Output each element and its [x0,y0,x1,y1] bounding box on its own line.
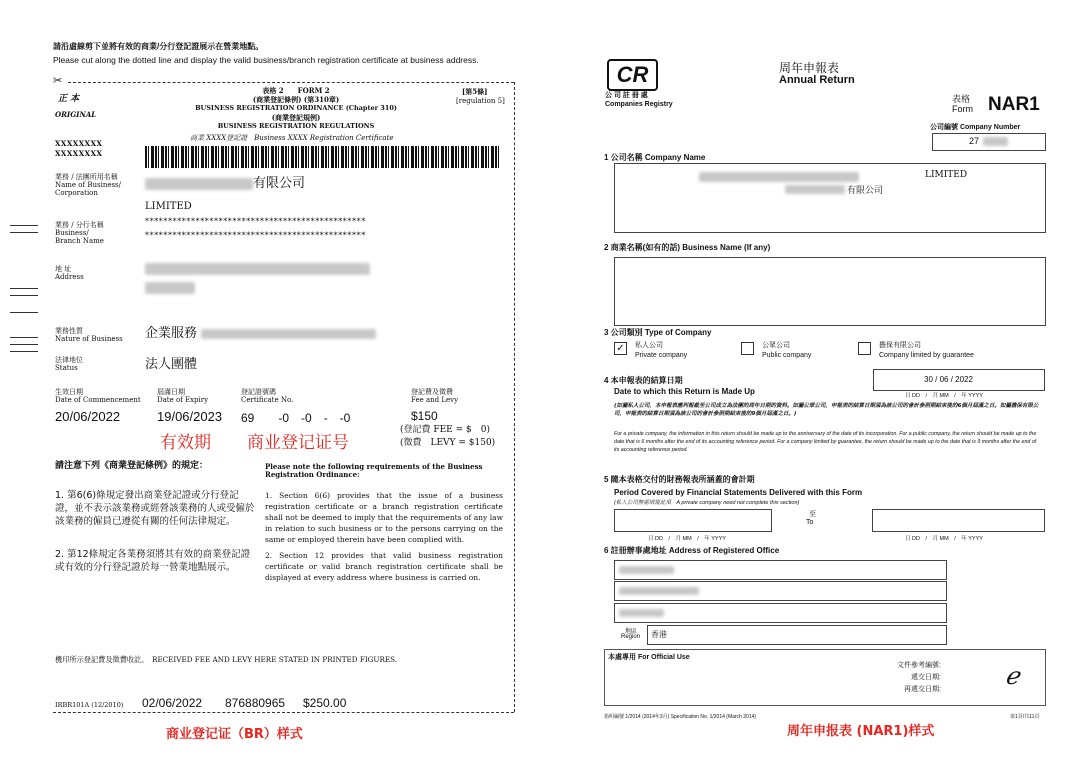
expiry-label-zh: 屆滿日期 [157,388,185,396]
opt-public-en: Public company [762,352,812,359]
checkbox-public[interactable] [741,342,754,355]
region-label-en: Region [621,634,641,640]
nar-caption: 周年申报表 (NAR1)样式 [787,724,935,739]
section-4-note-en: For a private company, the information in this return should be made up to the anniversary of the date of its incorporation. For a public company, the return should be made up to the date that is 6 months after the end of its accounting reference period. For a company limited by guarantee, the return should be made up to the date that is 9 months after the end of its accounting reference period. [614,431,1037,453]
section-5-note: (私人公司無需填報此項 A private company need not complete this section) [614,500,800,506]
br-instruction-en: Please cut along the dotted line and display the valid business/branch registration certificate at business address. [53,55,479,65]
region-label-zh: 地區 [625,629,638,635]
branch-label [55,221,115,245]
file-reference-label: 文件參考編號: [897,662,941,669]
section-5-label-en: Period Covered by Financial Statements Delivered with this Form [614,488,863,497]
checkbox-private[interactable]: ✓ [614,342,627,355]
certno-label [241,388,293,404]
commence-label-zh: 生效日期 [55,388,83,396]
return-date-field[interactable] [873,369,1045,391]
period-from-hint: 日 DD / 月 MM / 年 YYYY [648,536,726,542]
form-label-zh: 表格 [952,94,971,104]
commence-label-en: Date of Commencement [55,396,141,405]
address-line-1[interactable] [614,560,947,580]
registry-en: Companies Registry [605,101,673,108]
nature-label-zh: 業務性質 [55,327,83,335]
code-line-2: XXXXXXXX [55,149,103,158]
nar-footer-right: 第1頁/共11頁 [1010,714,1040,720]
redacted-name [145,178,253,190]
commence-label [55,388,141,404]
redacted-address-2 [145,282,195,294]
expiry-label-en: Date of Expiry [157,396,209,405]
br-instruction-zh: 請沿虛線剪下並將有效的商業/分行登記證展示在營業地點。 [53,42,264,51]
company-name-en-tail: LIMITED [925,170,968,180]
margin-mark [10,225,38,226]
return-date-value: 30 / 06 / 2022 [924,375,973,384]
region-field[interactable] [647,625,947,645]
branch-label-zh: 業務 / 分行名稱 [55,221,104,229]
fee-detail-2: (徵費 LEVY = $150) [400,438,496,448]
form-number: 表格 2 FORM 2 [262,86,330,95]
nar-title-en: Annual Return [779,74,855,86]
to-label-zh: 至 [809,511,816,518]
period-to-hint: 日 DD / 月 MM / 年 YYYY [905,536,983,542]
footer-form-code: IRBR101A (12/2010) [55,701,124,709]
status-value: 法人團體 [145,357,198,372]
fee-label-zh: 登記費及徵費 [411,388,453,396]
branch-label-en: Business/ Branch Name [55,229,104,246]
region-value: 香港 [651,630,667,639]
e-filing-icon: ℯ [1005,662,1020,690]
nar-title-zh: 周年申報表 [779,61,840,75]
regulations-en: BUSINESS REGISTRATION REGULATIONS [217,122,375,130]
fee-value: $150 [411,409,438,423]
address-label-zh: 地 址 [55,265,72,273]
opt-private-zh: 私人公司 [635,342,663,349]
regulation-ref-en: [regulation 5] [456,97,505,105]
nature-label-en: Nature of Business [55,335,123,344]
barcode [145,146,500,168]
registry-zh: 公 司 註 冊 處 [605,92,648,99]
official-use-box [604,649,1046,706]
period-to-field[interactable] [872,509,1045,532]
name-label [55,173,125,197]
section-6-label: 6 註冊辦事處地址 Address of Registered Office [604,546,780,555]
original-zh: 正 本 [58,94,80,104]
redacted-company-number [983,137,1008,146]
fee-label [411,388,458,404]
opt-private-en: Private company [635,352,688,359]
section-2-label: 2 商業名稱(如有的話) Business Name (If any) [604,243,771,252]
code-line-1: XXXXXXXX [55,139,103,148]
footer-number: 876880965 [225,696,286,710]
note-1-zh: 1. 第6(6)條規定發出商業登記證或分行登記證，並不表示該業務或經營該業務的人或受僱於該業務的僱員已遵從有關的任何法律規定。 [55,490,255,527]
form-code: NAR1 [988,94,1040,115]
note-2-en: 2. Section 12 provides that valid business registration certificate or valid branch registration certificate shall be displayed at every address where business is carried on. [265,551,503,582]
note-1-en: 1. Section 6(6) provides that the issue of a business registration certificate or a branch registration certificate shall not be deemed to imply that the requirements of any law in relation to such business or to the persons carrying on the same or employed therein have been complied with. [265,491,503,544]
section-4-label-zh: 4 本申報表的結算日期 [604,376,683,385]
address-label-en: Address [55,273,84,282]
period-from-field[interactable] [614,509,772,532]
regulation-ref-zh: [第5條] [462,87,488,96]
redacted-address-line-1 [619,566,674,574]
certificate-title: 商業 XXXX登記證 Business XXXX Registration Certificate [190,134,394,142]
redacted-address-line-2 [619,587,699,595]
scissors-icon: ✂ [53,74,63,87]
nature-label [55,327,123,343]
company-number-value: 27 [969,136,980,146]
note-2-zh: 2. 第12條規定各業務須將其有效的商業登記證或有效的分行登記證於每一營業地點展示。 [55,549,251,573]
received-fee-line: 機印所示登記費及徵費收訖。 RECEIVED FEE AND LEVY HERE STATED IN PRINTED FIGURES. [55,655,398,664]
margin-mark [10,288,38,289]
nature-value-text: 企業服務 [145,326,198,341]
annotation-validity: 有效期 [160,433,211,453]
redacted-address-line-3 [619,609,664,617]
redacted-company-name-zh [785,185,845,194]
regulations-zh: (商業登記規例) [271,113,321,122]
margin-mark [10,232,38,233]
status-label-en: Status [55,364,78,373]
margin-mark [10,337,38,338]
business-name-box [614,257,1046,326]
address-line-2[interactable] [614,581,947,601]
section-5-label-zh: 5 隨本表格交付的財務報表所涵蓋的會計期 [604,475,755,484]
form-label-en: Form [952,104,973,114]
cut-line-top [68,82,514,83]
name-value [145,172,305,191]
branch-stars-1: ************************************************ [145,217,366,226]
commence-value: 20/06/2022 [55,409,121,424]
opt-guarantee-zh: 擔保有限公司 [879,342,921,349]
checkbox-guarantee[interactable] [858,342,871,355]
section-4-label-en: Date to which this Return is Made Up [614,387,755,396]
margin-mark [10,312,38,313]
redacted-company-name-en [699,172,859,182]
status-label [55,356,83,372]
br-caption: 商业登记证（BR）样式 [166,727,303,742]
return-date-hint: 日 DD / 月 MM / 年 YYYY [905,393,983,399]
name-label-en: Name of Business/ Corporation [55,181,122,198]
to-label-en: To [806,519,814,526]
company-number-field [932,133,1046,151]
ordinance-en: BUSINESS REGISTRATION ORDINANCE (Chapter 310) [195,104,397,112]
company-name-zh-tail: 有限公司 [847,186,884,196]
expiry-label [157,388,208,404]
margin-mark [10,295,38,296]
cut-line-bottom [53,712,514,713]
opt-guarantee-en: Company limited by guarantee [879,352,974,359]
certno-value: 69 -0 -0 - -0 [241,411,351,425]
ordinance-zh: (商業登記條例) (第310章) [252,95,340,104]
status-label-zh: 法律地位 [55,356,83,364]
opt-public-zh: 公眾公司 [762,342,790,349]
footer-date: 02/06/2022 [142,696,203,710]
official-use-label: 本處專用 For Official Use [608,654,690,661]
cut-line-right [514,82,515,712]
company-name-box [614,163,1046,233]
section-1-label: 1 公司名稱 Company Name [604,153,706,162]
cr-logo: CR [607,59,658,91]
company-number-label: 公司編號 Company Number [930,124,1021,131]
margin-mark [10,351,38,352]
certno-label-en: Certificate No. [241,396,294,405]
resubmitted-date-label: 再遞交日期: [904,686,941,693]
margin-mark [10,344,38,345]
section-4-note-zh: (如屬私人公司，本申報表應列報截至公司成立為法團的周年日期的資料。如屬公眾公司，申報表的結算日期須為該公司的會計參照期結束後的6個月屆滿之日。如屬擔保有限公司，申報表的結算日期須為該公司的會計參照期結束後的9個月屆滿之日。) [614,403,1039,417]
name-label-zh: 業務 / 法團所用名稱 [55,173,118,181]
name-value-zh: 有限公司 [253,176,306,191]
original-en: ORIGINAL [55,110,97,119]
nature-value [145,322,376,341]
submitted-date-label: 遞交日期: [911,674,941,681]
notes-heading-zh: 請注意下列《商業登記條例》的規定： [55,461,209,471]
redacted-address-1 [145,263,370,275]
certno-label-zh: 登記證號碼 [241,388,276,396]
nar-footer-left: 指明編號 1/2014 (2014年3月) Specification No. 1/2014 (March 2014) [604,714,757,720]
footer-amount: $250.00 [303,696,347,710]
address-label [55,265,84,281]
expiry-value: 19/06/2023 [157,409,223,424]
branch-stars-2: ************************************************ [145,231,366,240]
section-3-label: 3 公司類別 Type of Company [604,328,712,337]
annotation-cert-number: 商业登记证号 [247,433,349,453]
fee-label-en: Fee and Levy [411,396,459,405]
address-line-3[interactable] [614,603,947,623]
notes-heading-en: Please note the following requirements of the Business Registration Ordinance: [265,462,483,480]
fee-detail-1: (登記費 FEE = $ 0) [400,425,490,435]
redacted-nature [201,329,376,339]
name-value-en: LIMITED [145,201,192,212]
